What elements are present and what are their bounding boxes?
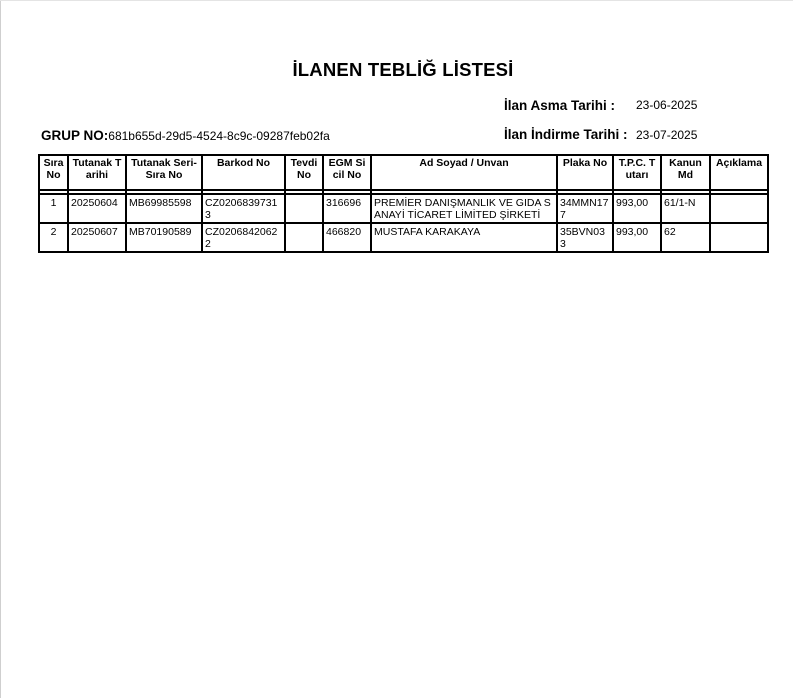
cell-barkod: CZ02068420622 — [202, 223, 285, 252]
page-edge-left — [0, 0, 1, 698]
header-plaka: Plaka No — [557, 155, 613, 190]
cell-seri-sira: MB69985598 — [126, 194, 202, 223]
header-tutanak-tarihi: Tutanak Tarihi — [68, 155, 126, 190]
cell-kanun: 62 — [661, 223, 710, 252]
grup-no-label: GRUP NO: — [41, 128, 109, 143]
cell-tevdi — [285, 194, 323, 223]
header-sira: Sıra No — [39, 155, 68, 190]
cell-tpc: 993,00 — [613, 223, 661, 252]
cell-ad-soyad: MUSTAFA KARAKAYA — [371, 223, 557, 252]
table-row — [39, 194, 768, 223]
header-ad-soyad: Ad Soyad / Unvan — [371, 155, 557, 190]
header-barkod: Barkod No — [202, 155, 285, 190]
cell-seri-sira: MB70190589 — [126, 223, 202, 252]
ilan-asma-date: 23-06-2025 — [636, 98, 698, 112]
header-aciklama: Açıklama — [710, 155, 768, 190]
document-title: İLANEN TEBLİĞ LİSTESİ — [292, 59, 514, 80]
cell-barkod: CZ02068397313 — [202, 194, 285, 223]
teblig-table — [38, 154, 769, 253]
cell-tutanak-tarihi: 20250604 — [68, 194, 126, 223]
cell-sira: 2 — [39, 223, 68, 252]
grup-no — [41, 127, 330, 145]
cell-tutanak-tarihi: 20250607 — [68, 223, 126, 252]
header-egm: EGM Sicil No — [323, 155, 371, 190]
header-seri-sira: Tutanak Seri-Sıra No — [126, 155, 202, 190]
cell-sira: 1 — [39, 194, 68, 223]
ilan-indirme-label: İlan İndirme Tarihi : — [504, 127, 628, 142]
cell-plaka: 35BVN033 — [557, 223, 613, 252]
cell-ad-soyad: PREMİER DANIŞMANLIK VE GIDA SANAYİ TİCARET LİMİTED ŞİRKETİ — [371, 194, 557, 223]
cell-kanun: 61/1-N — [661, 194, 710, 223]
cell-aciklama — [710, 223, 768, 252]
cell-egm: 316696 — [323, 194, 371, 223]
ilan-indirme-date: 23-07-2025 — [636, 128, 698, 142]
cell-egm: 466820 — [323, 223, 371, 252]
header-tevdi: Tevdi No — [285, 155, 323, 190]
cell-tpc: 993,00 — [613, 194, 661, 223]
header-tpc: T.P.C. Tutarı — [613, 155, 661, 190]
header-kanun: Kanun Md — [661, 155, 710, 190]
table-header-row — [39, 155, 768, 190]
table-row — [39, 223, 768, 252]
cell-aciklama — [710, 194, 768, 223]
ilan-asma-label: İlan Asma Tarihi : — [504, 98, 616, 113]
grup-no-value: 681b655d-29d5-4524-8c9c-09287feb02fa — [108, 129, 330, 143]
cell-plaka: 34MMN177 — [557, 194, 613, 223]
cell-tevdi — [285, 223, 323, 252]
page-edge-top — [0, 0, 793, 1]
